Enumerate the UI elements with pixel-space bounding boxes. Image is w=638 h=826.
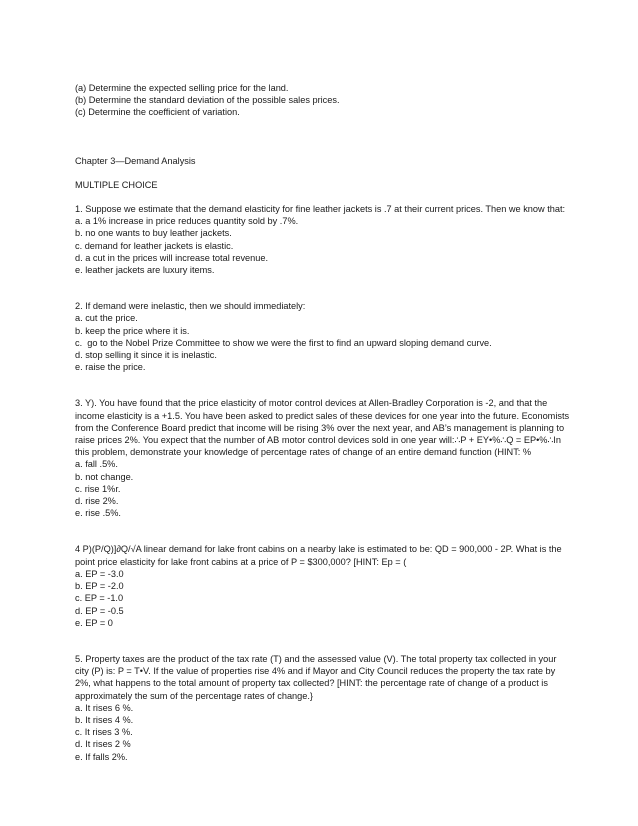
question-5-option-d: d. It rises 2 % (75, 739, 131, 750)
question-4-option-a: a. EP = -3.0 (75, 568, 124, 579)
question-4-option-d: d. EP = -0.5 (75, 605, 124, 616)
question-3-stem: 3. Y). You have found that the price elasticity of motor control devices at Allen-Bradley Corporation is -2, and that the income elasticity is a +1.5. You have been asked to predict sales of these devices for one year into the future. Economists from the Conference Board predict that income will be rising 3% over the next year, and AB’s management is planning to raise prices 2%. You expect that the number of AB motor control devices sold in one year will:∴P + EY•%∴Q = EP•%∴In this problem, demonstrate your knowledge of percentage rates of change of an entire demand function (HINT: % (75, 398, 570, 458)
question-2-option-e: e. raise the price. (75, 362, 146, 373)
question-2-option-d: d. stop selling it since it is inelastic. (75, 350, 217, 361)
question-3 (75, 397, 570, 519)
question-1-option-a: a. a 1% increase in price reduces quantity sold by .7%. (75, 216, 299, 227)
question-1-option-d: d. a cut in the prices will increase total revenue. (75, 252, 269, 263)
question-5-option-e: e. If falls 2%. (75, 751, 128, 762)
question-1-option-b: b. no one wants to buy leather jackets. (75, 228, 232, 239)
question-4-stem: 4 P)(P/Q)]∂Q/√A linear demand for lake front cabins on a nearby lake is estimated to be: QD = 900,000 - 2P. What is the point price elasticity for lake front cabins at a price of P = $300,000? [HINT: Ep = ( (75, 544, 562, 567)
chapter-title: Chapter 3—Demand Analysis (75, 155, 196, 166)
intro-item-c: (c) Determine the coefficient of variation. (75, 107, 240, 118)
document-content (75, 82, 570, 763)
question-5 (75, 653, 570, 763)
question-1-option-c: c. demand for leather jackets is elastic. (75, 240, 234, 251)
question-4 (75, 543, 570, 628)
intro-item-b: (b) Determine the standard deviation of the possible sales prices. (75, 95, 340, 106)
question-3-option-a: a. fall .5%. (75, 459, 118, 470)
question-3-option-e: e. rise .5%. (75, 508, 121, 519)
question-3-option-d: d. rise 2%. (75, 496, 119, 507)
question-1-option-e: e. leather jackets are luxury items. (75, 265, 215, 276)
section-title: MULTIPLE CHOICE (75, 179, 158, 190)
question-5-option-b: b. It rises 4 %. (75, 714, 134, 725)
question-4-option-c: c. EP = -1.0 (75, 593, 124, 604)
question-5-stem: 5. Property taxes are the product of the tax rate (T) and the assessed value (V). The total property tax collected in your city (P) is: P = T•V. If the value of properties rise 4% and if Mayor and City Council reduces the property the tax rate by 2%, what happens to the total amount of property tax collected? [HINT: the percentage rate of change of a product is approximately the sum of the percentage rates of change.} (75, 653, 557, 701)
intro-items (75, 82, 570, 119)
question-5-option-a: a. It rises 6 %. (75, 702, 134, 713)
question-1-stem: 1. Suppose we estimate that the demand elasticity for fine leather jackets is .7 at their current prices. Then we know that: (75, 204, 566, 215)
intro-item-a: (a) Determine the expected selling price for the land. (75, 83, 289, 93)
question-4-option-b: b. EP = -2.0 (75, 581, 124, 592)
question-3-option-b: b. not change. (75, 471, 134, 482)
question-2-option-a: a. cut the price. (75, 313, 138, 324)
question-2 (75, 300, 570, 373)
question-5-option-c: c. It rises 3 %. (75, 727, 133, 738)
question-1 (75, 203, 570, 276)
question-2-stem: 2. If demand were inelastic, then we should immediately: (75, 301, 306, 312)
question-2-option-c: c. go to the Nobel Prize Committee to show we were the first to find an upward sloping demand curve. (75, 337, 492, 348)
question-2-option-b: b. keep the price where it is. (75, 325, 190, 336)
question-4-option-e: e. EP = 0 (75, 617, 113, 628)
question-3-option-c: c. rise 1%r. (75, 483, 121, 494)
